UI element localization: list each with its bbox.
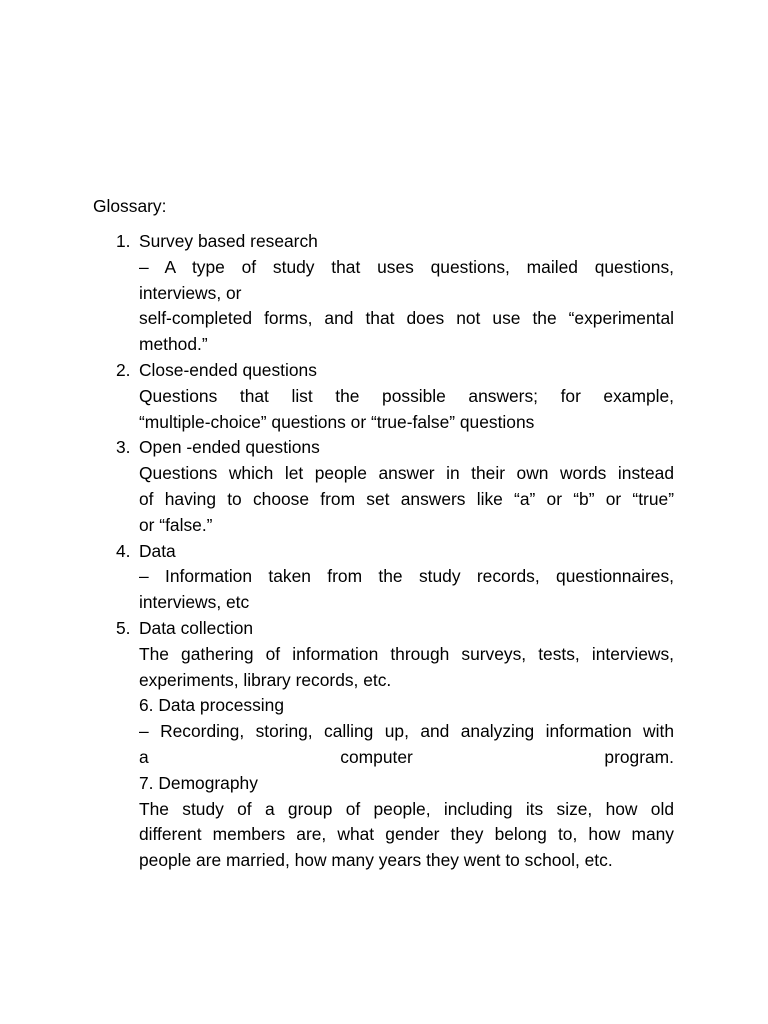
glossary-entry xyxy=(116,539,674,616)
entry-term: Data xyxy=(139,540,176,561)
entry-definition-line: interviews, or xyxy=(139,282,242,303)
glossary-entry xyxy=(139,771,674,874)
glossary-entry xyxy=(116,616,674,693)
glossary-list xyxy=(116,229,674,874)
glossary-entry xyxy=(139,693,674,770)
entry-term-line xyxy=(116,229,674,255)
entry-definition-line: people are married, how many years they went to school, etc. xyxy=(139,850,613,871)
entry-term: Open -ended questions xyxy=(139,437,320,458)
entry-definition-line: experiments, library records, etc. xyxy=(139,669,392,690)
entry-definition-line: “multiple-choice” questions or “true-false” questions xyxy=(139,411,535,432)
entry-definition-line: – A type of study that uses questions, mailed questions, xyxy=(139,256,674,277)
entry-definition-line: Questions which let people answer in their own words instead xyxy=(139,463,674,484)
entry-term-line xyxy=(116,616,674,642)
entry-definition-line: – Information taken from the study records, questionnaires, xyxy=(139,566,674,587)
entry-definition-line: interviews, etc xyxy=(139,592,250,613)
entry-number: 2. xyxy=(116,359,131,380)
entry-definition-line: method.” xyxy=(139,334,208,355)
entry-number: 3. xyxy=(116,437,131,458)
entry-definition-line: The gathering of information through surveys, tests, interviews, xyxy=(139,643,674,664)
glossary-entry xyxy=(116,435,674,538)
entry-term: 7. Demography xyxy=(139,772,258,793)
entry-term: Close-ended questions xyxy=(139,359,317,380)
entry-definition-line: or “false.” xyxy=(139,514,213,535)
glossary-heading: Glossary: xyxy=(93,196,167,216)
glossary-entry xyxy=(116,358,674,435)
entry-number: 4. xyxy=(116,540,131,561)
entry-term-line xyxy=(116,539,674,565)
glossary-entry xyxy=(116,229,674,358)
entry-term: 6. Data processing xyxy=(139,695,285,716)
entry-number: 1. xyxy=(116,231,131,251)
entry-definition-line: – Recording, storing, calling up, and analyzing information with xyxy=(139,721,674,742)
entry-definition-line: The study of a group of people, including its size, how old xyxy=(139,798,674,819)
entry-term-line xyxy=(139,771,674,797)
entry-number: 5. xyxy=(116,617,131,638)
entry-term-line xyxy=(139,693,674,719)
entry-definition-line: self-completed forms, and that does not use the “experimental xyxy=(139,308,674,329)
entry-definition-line: Questions that list the possible answers; for example, xyxy=(139,385,674,406)
entry-definition-line: different members are, what gender they belong to, how many xyxy=(139,824,674,845)
entry-definition-line: of having to choose from set answers like “a” or “b” or “true” xyxy=(139,488,674,509)
entry-term-line xyxy=(116,358,674,384)
entry-term-line xyxy=(116,435,674,461)
entry-definition-line: a computer program. xyxy=(139,746,674,767)
entry-term: Survey based research xyxy=(139,231,318,251)
entry-term: Data collection xyxy=(139,617,254,638)
